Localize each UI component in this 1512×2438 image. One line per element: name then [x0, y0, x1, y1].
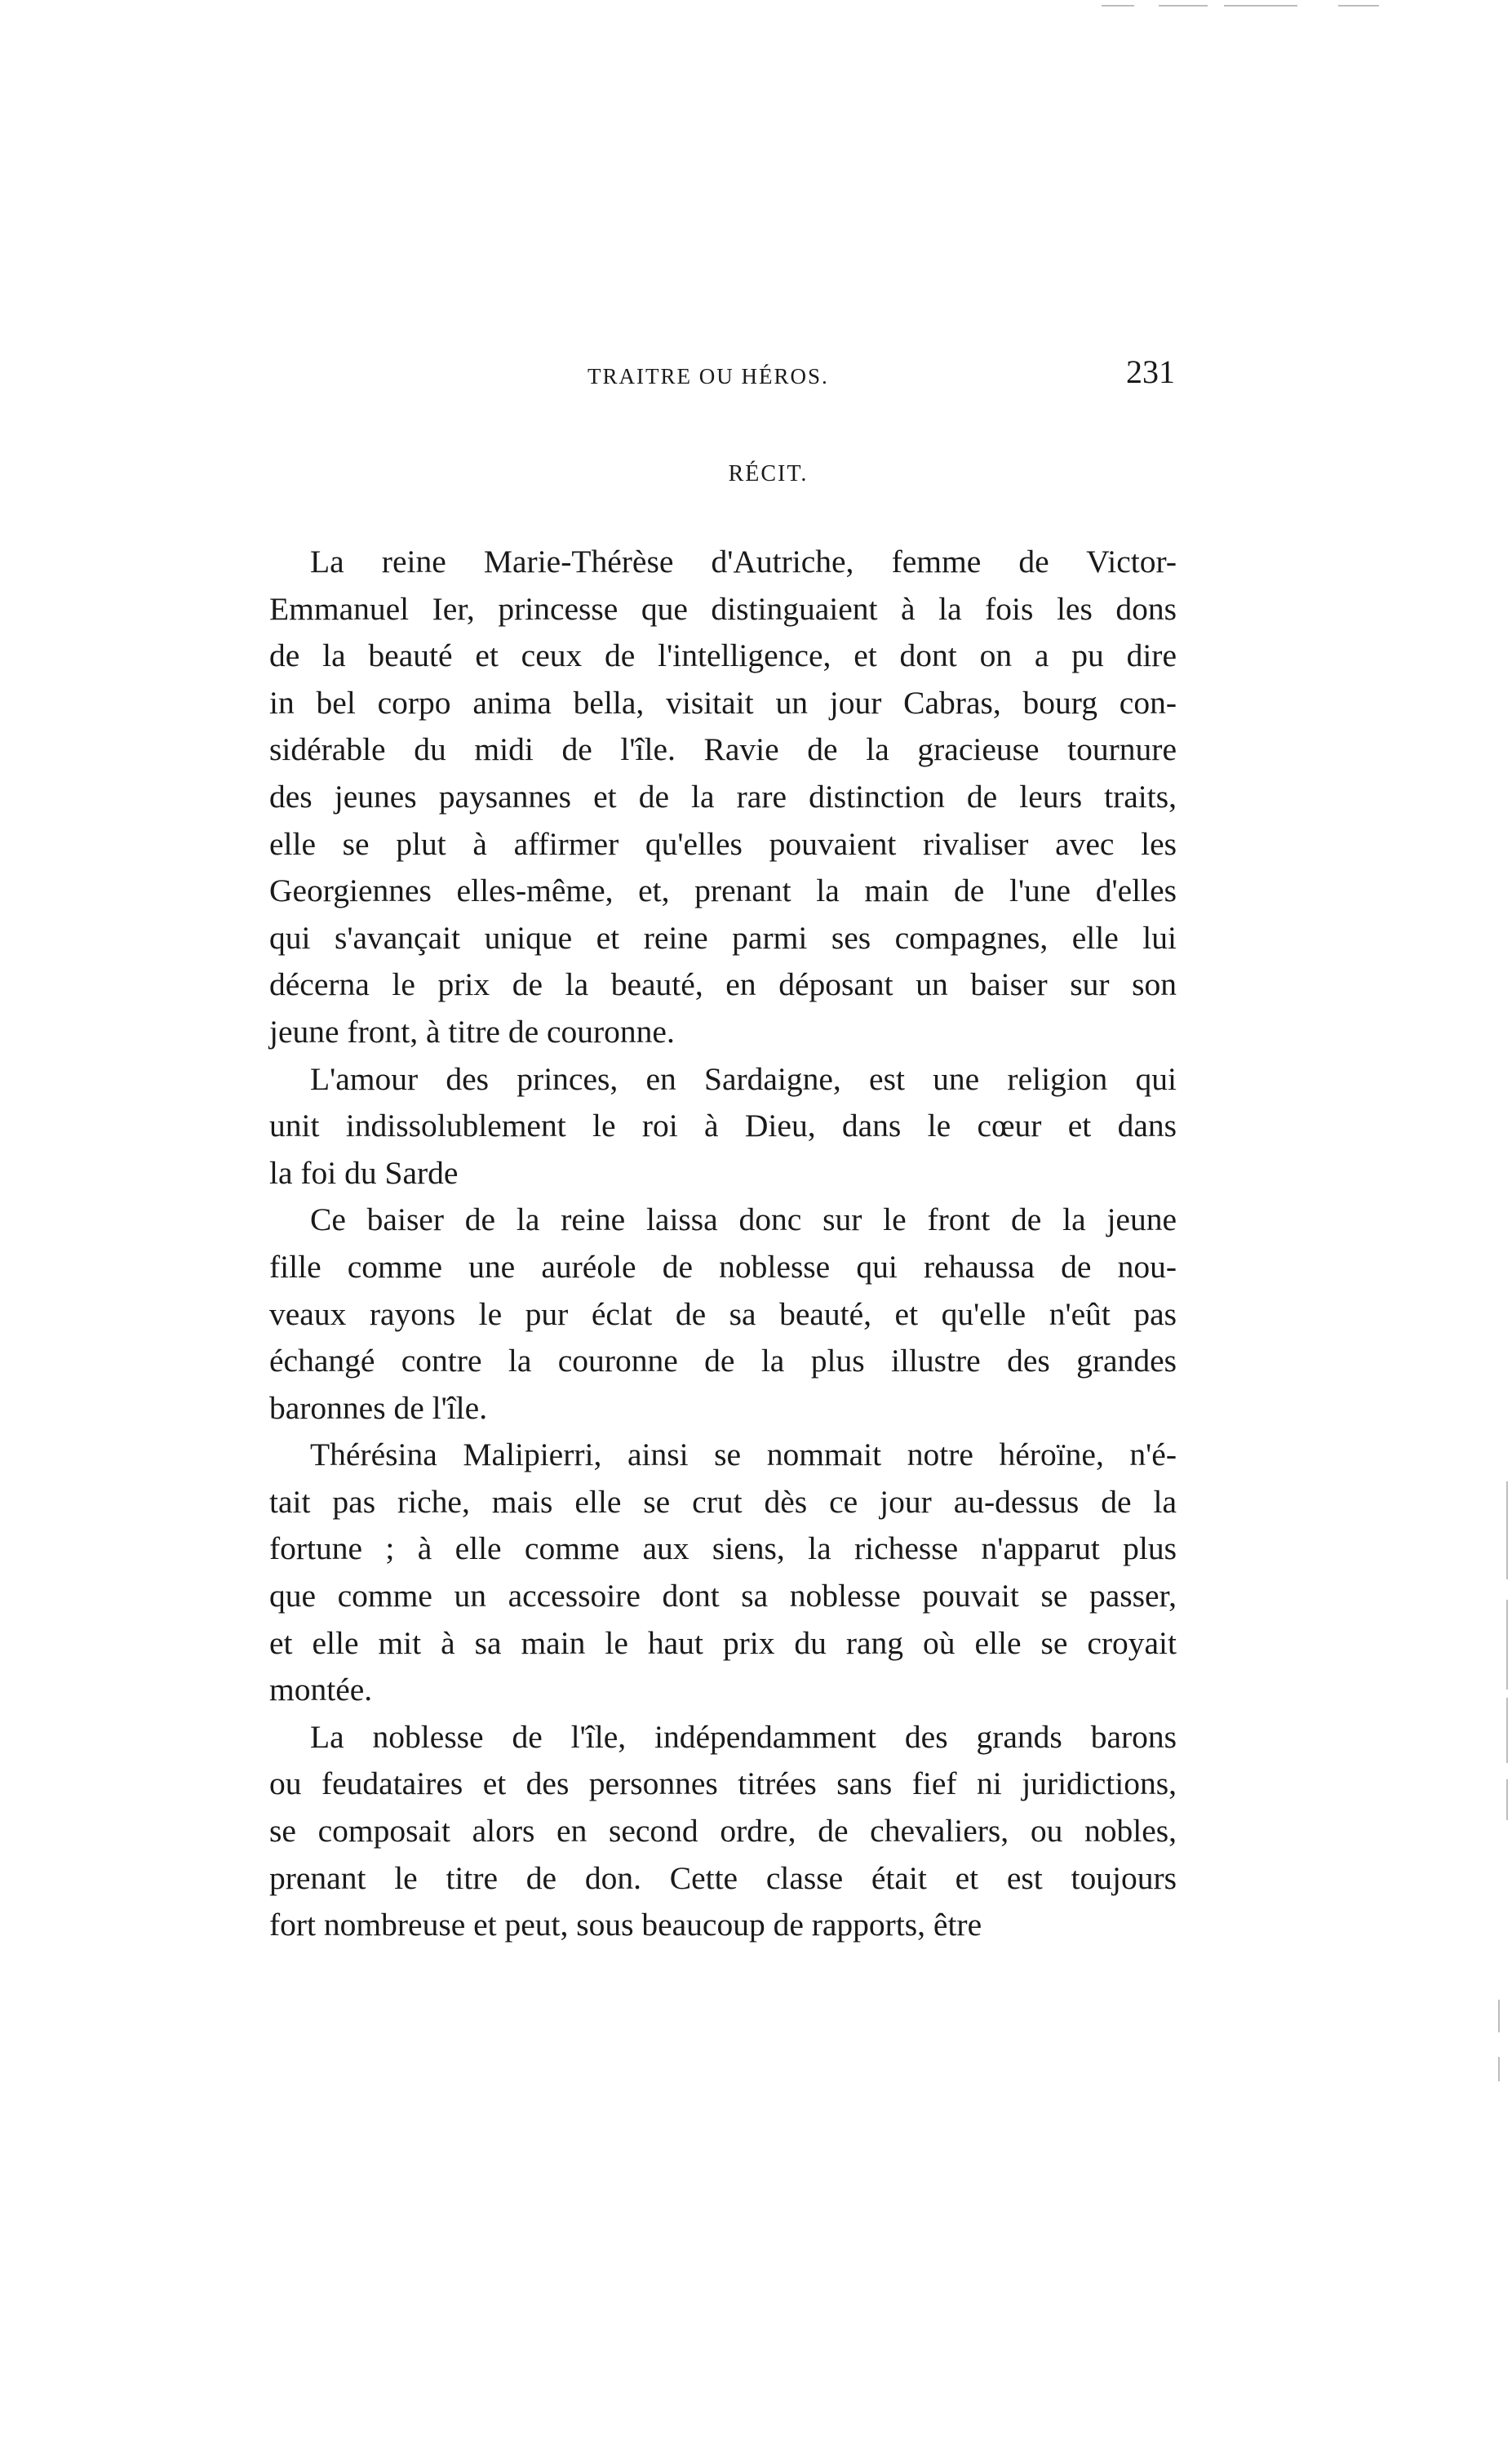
text-line: Thérésina Malipierri, ainsi se nommait notre héroïne, n'é- — [310, 1437, 1177, 1473]
text-line: et elle mit à sa main le haut prix du rang où elle se croyait — [269, 1624, 1177, 1661]
text-line: fortune ; à elle comme aux siens, la richesse n'apparut plus — [269, 1530, 1177, 1567]
text-line: L'amour des princes, en Sardaigne, est une religion qui — [310, 1060, 1177, 1097]
scan-top-mark — [1159, 5, 1208, 7]
scan-edge-mark — [1498, 2000, 1500, 2032]
text-line: montée. — [269, 1672, 373, 1708]
scan-top-mark — [1338, 5, 1379, 7]
text-line: prenant le titre de don. Cette classe était et est toujours — [269, 1859, 1177, 1896]
paragraph — [269, 1197, 1177, 1432]
text-line: Georgiennes elles-même, et, prenant la main de l'une d'elles — [269, 873, 1177, 909]
text-line: fille comme une auréole de noblesse qui rehaussa de nou- — [269, 1248, 1177, 1285]
scan-edge-mark — [1498, 2057, 1500, 2081]
running-title: TRAITRE OU HÉROS. — [588, 364, 829, 389]
paragraph — [269, 1714, 1177, 1949]
text-line: fort nombreuse et peut, sous beaucoup de rapports, être — [269, 1907, 982, 1943]
text-line: in bel corpo anima bella, visitait un jour Cabras, bourg con- — [269, 684, 1177, 721]
text-line: échangé contre la couronne de la plus illustre des grandes — [269, 1343, 1177, 1379]
text-line: La reine Marie-Thérèse d'Autriche, femme de Victor- — [310, 544, 1177, 580]
text-line: sidérable du midi de l'île. Ravie de la gracieuse tournure — [269, 731, 1177, 768]
paragraph — [269, 1432, 1177, 1714]
text-line: elle se plut à affirmer qu'elles pouvaient rivaliser avec les — [269, 825, 1177, 862]
text-line: tait pas riche, mais elle se crut dès ce jour au-dessus de la — [269, 1483, 1177, 1520]
text-line: baronnes de l'île. — [269, 1389, 488, 1426]
scan-edge-mark — [1506, 1779, 1508, 1820]
page-number: 231 — [1126, 353, 1175, 390]
scan-edge-mark — [1506, 1481, 1508, 1579]
scan-top-mark — [1224, 5, 1297, 7]
paragraph — [269, 1056, 1177, 1197]
section-title: RÉCIT. — [728, 461, 809, 486]
text-line: des jeunes paysannes et de la rare distinction de leurs traits, — [269, 778, 1177, 815]
running-head — [269, 353, 1175, 402]
text-line: La noblesse de l'île, indépendamment des grands barons — [310, 1718, 1177, 1755]
scan-edge-mark — [1506, 1600, 1508, 1690]
scan-top-mark — [1102, 5, 1134, 7]
text-line: décerna le prix de la beauté, en déposant un baiser sur son — [269, 966, 1177, 1003]
text-line: Ce baiser de la reine laissa donc sur le front de la jeune — [310, 1201, 1177, 1238]
text-line: ou feudataires et des personnes titrées sans fief ni juridictions, — [269, 1765, 1177, 1802]
text-line: de la beauté et ceux de l'intelligence, et dont on a pu dire — [269, 637, 1177, 674]
body-text — [269, 539, 1177, 1949]
text-line: unit indissolublement le roi à Dieu, dans le cœur et dans — [269, 1108, 1177, 1144]
text-line: Emmanuel Ier, princesse que distinguaient à la fois les dons — [269, 590, 1177, 627]
text-line: veaux rayons le pur éclat de sa beauté, et qu'elle n'eût pas — [269, 1295, 1177, 1332]
text-line: que comme un accessoire dont sa noblesse pouvait se passer, — [269, 1578, 1177, 1614]
text-line: la foi du Sarde — [269, 1154, 459, 1191]
text-line: jeune front, à titre de couronne. — [269, 1013, 675, 1050]
text-line: se composait alors en second ordre, de chevaliers, ou nobles, — [269, 1813, 1177, 1850]
scan-edge-mark — [1506, 1698, 1508, 1763]
paragraph — [269, 539, 1177, 1056]
text-line: qui s'avançait unique et reine parmi ses compagnes, elle lui — [269, 919, 1177, 956]
